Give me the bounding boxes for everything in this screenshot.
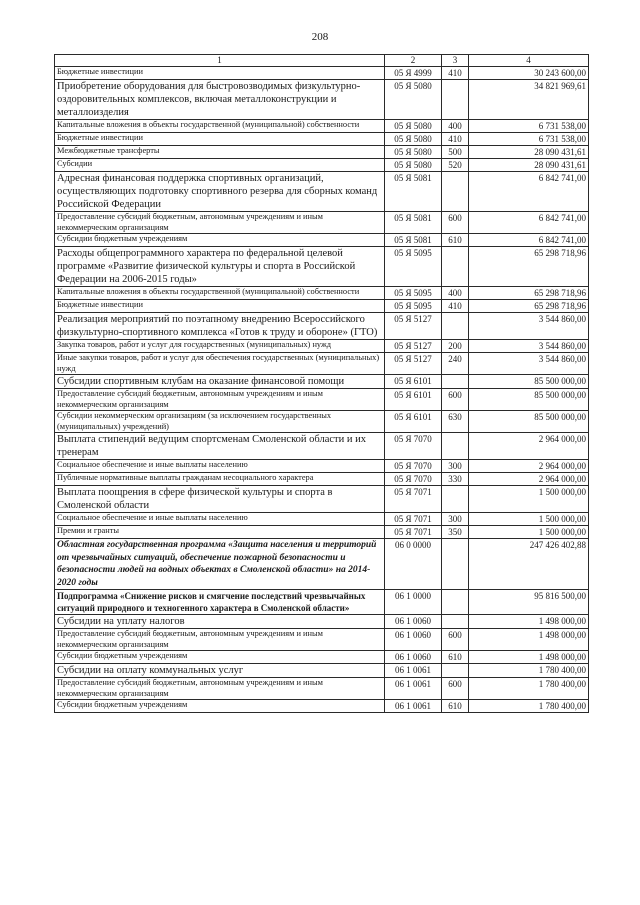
- row-code: 05 Я 5080: [385, 120, 442, 133]
- row-name: Субсидии бюджетным учреждениям: [55, 651, 385, 664]
- row-expense-type: 330: [442, 473, 469, 486]
- table-row: [55, 473, 589, 486]
- row-expense-type: 400: [442, 120, 469, 133]
- row-expense-type: 500: [442, 146, 469, 159]
- row-name: Бюджетные инвестиции: [55, 67, 385, 80]
- row-name: Капитальные вложения в объекты государственной (муниципальной) собственности: [55, 120, 385, 133]
- row-name: Иные закупки товаров, работ и услуг для обеспечения государственных (муниципальных) нужд: [55, 353, 385, 375]
- table-row: [55, 539, 589, 590]
- row-expense-type: 410: [442, 300, 469, 313]
- row-name: Субсидии бюджетным учреждениям: [55, 700, 385, 713]
- row-expense-type: 410: [442, 67, 469, 80]
- row-name: Субсидии на оплату коммунальных услуг: [55, 664, 385, 678]
- table-row: [55, 80, 589, 120]
- row-amount: 65 298 718,96: [469, 247, 589, 287]
- row-name: Социальное обеспечение и иные выплаты населению: [55, 513, 385, 526]
- row-expense-type: 520: [442, 159, 469, 172]
- row-expense-type: [442, 80, 469, 120]
- row-amount: 6 842 741,00: [469, 234, 589, 247]
- table-row: [55, 433, 589, 460]
- table-row: [55, 313, 589, 340]
- table-row: [55, 212, 589, 234]
- table-row: [55, 247, 589, 287]
- row-name: Субсидии на уплату налогов: [55, 615, 385, 629]
- row-expense-type: [442, 375, 469, 389]
- row-amount: 30 243 600,00: [469, 67, 589, 80]
- row-expense-type: 600: [442, 212, 469, 234]
- row-name: Адресная финансовая поддержка спортивных организаций, осуществляющих подготовку спортивного резерва для сборных команд Российской Федерации: [55, 172, 385, 212]
- row-code: 05 Я 5081: [385, 172, 442, 212]
- row-name: Субсидии: [55, 159, 385, 172]
- row-code: 06 1 0061: [385, 678, 442, 700]
- row-code: 05 Я 6101: [385, 389, 442, 411]
- row-name: Предоставление субсидий бюджетным, автономным учреждениям и иным некоммерческим организациям: [55, 212, 385, 234]
- row-expense-type: [442, 172, 469, 212]
- row-name: Расходы общепрограммного характера по федеральной целевой программе «Развитие физической культуры и спорта в Российской Федерации на 2006-2015 годы»: [55, 247, 385, 287]
- row-name: Бюджетные инвестиции: [55, 133, 385, 146]
- table-row: [55, 340, 589, 353]
- row-code: 06 1 0060: [385, 615, 442, 629]
- row-name: Бюджетные инвестиции: [55, 300, 385, 313]
- row-amount: 6 842 741,00: [469, 212, 589, 234]
- row-amount: 1 780 400,00: [469, 700, 589, 713]
- row-code: 05 Я 5080: [385, 159, 442, 172]
- row-code: 05 Я 7070: [385, 473, 442, 486]
- header-col-3: 3: [442, 55, 469, 67]
- budget-table: [54, 54, 589, 713]
- row-name: Субсидии некоммерческим организациям (за исключением государственных (муниципальных) учреждений): [55, 411, 385, 433]
- row-name: Выплата стипендий ведущим спортсменам Смоленской области и их тренерам: [55, 433, 385, 460]
- row-name: Публичные нормативные выплаты гражданам несоциального характера: [55, 473, 385, 486]
- row-expense-type: 400: [442, 287, 469, 300]
- row-code: 06 0 0000: [385, 539, 442, 590]
- table-row: [55, 159, 589, 172]
- table-row: [55, 146, 589, 159]
- row-code: 05 Я 5127: [385, 313, 442, 340]
- row-code: 06 1 0061: [385, 664, 442, 678]
- row-code: 05 Я 5081: [385, 234, 442, 247]
- row-code: 06 1 0000: [385, 590, 442, 615]
- row-expense-type: 410: [442, 133, 469, 146]
- header-col-1: 1: [55, 55, 385, 67]
- row-code: 05 Я 5081: [385, 212, 442, 234]
- row-amount: 65 298 718,96: [469, 287, 589, 300]
- row-amount: 6 842 741,00: [469, 172, 589, 212]
- header-col-2: 2: [385, 55, 442, 67]
- row-name: Премии и гранты: [55, 526, 385, 539]
- row-amount: 85 500 000,00: [469, 389, 589, 411]
- row-expense-type: [442, 590, 469, 615]
- row-name: Капитальные вложения в объекты государственной (муниципальной) собственности: [55, 287, 385, 300]
- row-amount: 2 964 000,00: [469, 460, 589, 473]
- table-row: [55, 651, 589, 664]
- row-amount: 1 500 000,00: [469, 526, 589, 539]
- row-name: Социальное обеспечение и иные выплаты населению: [55, 460, 385, 473]
- row-amount: 95 816 500,00: [469, 590, 589, 615]
- row-code: 05 Я 5095: [385, 300, 442, 313]
- row-expense-type: [442, 433, 469, 460]
- row-amount: 6 731 538,00: [469, 120, 589, 133]
- row-expense-type: 610: [442, 651, 469, 664]
- row-code: 05 Я 6101: [385, 411, 442, 433]
- row-expense-type: 240: [442, 353, 469, 375]
- row-amount: 3 544 860,00: [469, 313, 589, 340]
- table-row: [55, 629, 589, 651]
- table-row: [55, 678, 589, 700]
- row-name: Межбюджетные трансферты: [55, 146, 385, 159]
- row-code: 06 1 0060: [385, 629, 442, 651]
- row-expense-type: 610: [442, 234, 469, 247]
- row-amount: 1 500 000,00: [469, 513, 589, 526]
- row-expense-type: [442, 615, 469, 629]
- row-code: 05 Я 5127: [385, 340, 442, 353]
- row-expense-type: [442, 539, 469, 590]
- row-code: 05 Я 7071: [385, 513, 442, 526]
- row-amount: 2 964 000,00: [469, 433, 589, 460]
- row-amount: 1 498 000,00: [469, 629, 589, 651]
- row-name: Подпрограмма «Снижение рисков и смягчение последствий чрезвычайных ситуаций природного и техногенного характера в Смоленской области»: [55, 590, 385, 615]
- row-amount: 34 821 969,61: [469, 80, 589, 120]
- table-row: [55, 287, 589, 300]
- row-name: Приобретение оборудования для быстровозводимых физкультурно-оздоровительных комплексов, включая металлоконструкции и металлоизделия: [55, 80, 385, 120]
- table-row: [55, 460, 589, 473]
- row-name: Закупка товаров, работ и услуг для государственных (муниципальных) нужд: [55, 340, 385, 353]
- table-row: [55, 700, 589, 713]
- table-row: [55, 486, 589, 513]
- row-code: 05 Я 7071: [385, 526, 442, 539]
- table-row: [55, 411, 589, 433]
- row-code: 06 1 0060: [385, 651, 442, 664]
- row-name: Реализация мероприятий по поэтапному внедрению Всероссийского физкультурно-спортивного комплекса «Готов к труду и обороне» (ГТО): [55, 313, 385, 340]
- table-row: [55, 389, 589, 411]
- table-row: [55, 526, 589, 539]
- table-row: [55, 513, 589, 526]
- row-code: 05 Я 5127: [385, 353, 442, 375]
- row-expense-type: 600: [442, 629, 469, 651]
- table-row: [55, 664, 589, 678]
- row-amount: 28 090 431,61: [469, 159, 589, 172]
- row-amount: 1 780 400,00: [469, 678, 589, 700]
- table-row: [55, 375, 589, 389]
- row-name: Областная государственная программа «Защита населения и территорий от чрезвычайных ситуаций, обеспечение пожарной безопасности и безопасности людей на водных объектах в Смоленской области» на 2014-2020 годы: [55, 539, 385, 590]
- row-amount: 1 498 000,00: [469, 615, 589, 629]
- row-name: Предоставление субсидий бюджетным, автономным учреждениям и иным некоммерческим организациям: [55, 678, 385, 700]
- row-amount: 85 500 000,00: [469, 375, 589, 389]
- row-code: 05 Я 4999: [385, 67, 442, 80]
- table-row: [55, 300, 589, 313]
- row-code: 05 Я 5080: [385, 133, 442, 146]
- row-expense-type: [442, 247, 469, 287]
- row-expense-type: 630: [442, 411, 469, 433]
- table-row: [55, 67, 589, 80]
- row-amount: 247 426 402,88: [469, 539, 589, 590]
- row-name: Выплата поощрения в сфере физической культуры и спорта в Смоленской области: [55, 486, 385, 513]
- table-row: [55, 353, 589, 375]
- table-row: [55, 133, 589, 146]
- row-amount: 3 544 860,00: [469, 353, 589, 375]
- table-body: [55, 67, 589, 713]
- table-row: [55, 590, 589, 615]
- row-code: 05 Я 7070: [385, 433, 442, 460]
- row-expense-type: [442, 486, 469, 513]
- row-expense-type: 300: [442, 460, 469, 473]
- row-expense-type: [442, 313, 469, 340]
- row-name: Предоставление субсидий бюджетным, автономным учреждениям и иным некоммерческим организациям: [55, 389, 385, 411]
- row-code: 05 Я 6101: [385, 375, 442, 389]
- row-code: 05 Я 5095: [385, 287, 442, 300]
- row-amount: 2 964 000,00: [469, 473, 589, 486]
- row-amount: 85 500 000,00: [469, 411, 589, 433]
- row-expense-type: [442, 664, 469, 678]
- page-number: 208: [311, 31, 329, 43]
- table-row: [55, 172, 589, 212]
- row-name: Субсидии спортивным клубам на оказание финансовой помощи: [55, 375, 385, 389]
- table-row: [55, 120, 589, 133]
- row-code: 05 Я 7070: [385, 460, 442, 473]
- row-code: 05 Я 5095: [385, 247, 442, 287]
- row-expense-type: 610: [442, 700, 469, 713]
- row-name: Предоставление субсидий бюджетным, автономным учреждениям и иным некоммерческим организациям: [55, 629, 385, 651]
- row-code: 05 Я 5080: [385, 80, 442, 120]
- row-expense-type: 600: [442, 389, 469, 411]
- row-code: 06 1 0061: [385, 700, 442, 713]
- row-amount: 1 498 000,00: [469, 651, 589, 664]
- row-code: 05 Я 7071: [385, 486, 442, 513]
- row-expense-type: 350: [442, 526, 469, 539]
- row-amount: 1 500 000,00: [469, 486, 589, 513]
- table-row: [55, 615, 589, 629]
- table-header-row: [55, 55, 589, 67]
- table-row: [55, 234, 589, 247]
- row-expense-type: 300: [442, 513, 469, 526]
- row-amount: 65 298 718,96: [469, 300, 589, 313]
- row-expense-type: 200: [442, 340, 469, 353]
- row-expense-type: 600: [442, 678, 469, 700]
- row-amount: 3 544 860,00: [469, 340, 589, 353]
- row-amount: 1 780 400,00: [469, 664, 589, 678]
- row-amount: 28 090 431,61: [469, 146, 589, 159]
- row-amount: 6 731 538,00: [469, 133, 589, 146]
- row-code: 05 Я 5080: [385, 146, 442, 159]
- header-col-4: 4: [469, 55, 589, 67]
- row-name: Субсидии бюджетным учреждениям: [55, 234, 385, 247]
